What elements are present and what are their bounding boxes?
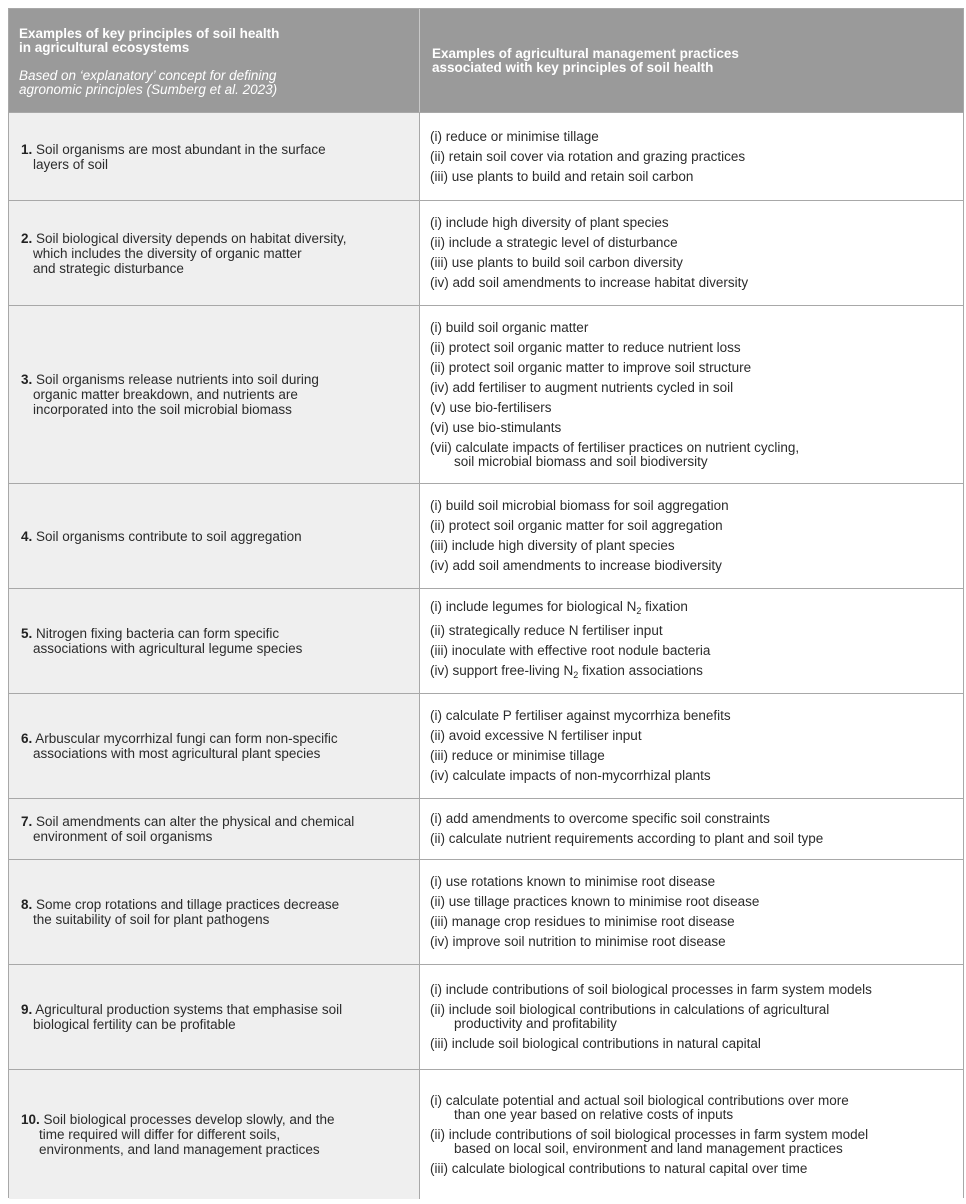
practice-item xyxy=(430,1128,957,1156)
principle-cell xyxy=(9,589,420,693)
principle-cell xyxy=(9,484,420,588)
practice-line: (ii) protect soil organic matter for soil aggregation xyxy=(430,518,723,533)
principle-cell xyxy=(9,965,420,1069)
practice-item xyxy=(430,935,957,949)
header-left-title-line: in agricultural ecosystems xyxy=(19,40,190,55)
header-right-title xyxy=(432,47,957,75)
practice-item xyxy=(430,600,957,618)
principle-line: Soil biological diversity depends on habitat diversity, xyxy=(36,230,347,246)
practices-cell xyxy=(420,484,963,588)
table-row xyxy=(9,1069,963,1199)
practice-item xyxy=(430,915,957,929)
practices-cell xyxy=(420,306,963,483)
principle-line: environment of soil organisms xyxy=(33,829,213,844)
practices-cell xyxy=(420,589,963,693)
principle-line: the suitability of soil for plant pathogens xyxy=(33,912,270,927)
principle-line: which includes the diversity of organic matter xyxy=(33,245,302,261)
practice-item xyxy=(430,664,957,682)
practice-line: (i) add amendments to overcome specific soil constraints xyxy=(430,811,770,826)
practice-item xyxy=(430,381,957,395)
table-row xyxy=(9,859,963,964)
practice-line: (ii) include a strategic level of disturbance xyxy=(430,235,678,250)
table-row xyxy=(9,305,963,483)
principle-cell xyxy=(9,799,420,859)
practice-line: (v) use bio-fertilisers xyxy=(430,399,552,415)
practice-text: (i) include legumes for biological N xyxy=(430,599,637,614)
principle-text xyxy=(21,731,411,761)
practice-item xyxy=(430,709,957,723)
practice-line: (iv) add fertiliser to augment nutrients cycled in soil xyxy=(430,379,734,395)
principle-cell xyxy=(9,201,420,305)
practice-item xyxy=(430,812,957,826)
practice-line: (ii) avoid excessive N fertiliser input xyxy=(430,728,642,743)
practice-text: (iv) support free-living N xyxy=(430,663,574,678)
principle-line: biological fertility can be profitable xyxy=(33,1017,236,1032)
practice-text: fixation xyxy=(641,599,688,614)
practice-text: (ii) strategically reduce N fertiliser input xyxy=(430,623,663,638)
practices-cell xyxy=(420,965,963,1069)
principle-number: 9. xyxy=(21,1002,33,1017)
table-row xyxy=(9,200,963,305)
principle-number: 1. xyxy=(21,141,33,157)
practice-line: (ii) calculate nutrient requirements according to plant and soil type xyxy=(430,831,824,846)
principle-number: 6. xyxy=(21,731,33,746)
practice-item xyxy=(430,150,957,164)
practice-item xyxy=(430,519,957,533)
practice-item xyxy=(430,983,957,997)
practice-item xyxy=(430,749,957,763)
practice-item xyxy=(430,624,957,638)
practice-line: (vi) use bio-stimulants xyxy=(430,419,562,435)
practice-item xyxy=(430,170,957,184)
principle-text xyxy=(21,372,411,417)
table-row xyxy=(9,483,963,588)
principle-cell xyxy=(9,306,420,483)
principle-number: 7. xyxy=(21,814,33,829)
practice-line: (iii) reduce or minimise tillage xyxy=(430,748,605,763)
header-left-subtitle-line: agronomic principles (Sumberg et al. 2023) xyxy=(19,82,278,97)
practice-item xyxy=(430,321,957,335)
practice-line: (i) include contributions of soil biological processes in farm system models xyxy=(430,982,872,997)
principle-line: incorporated into the soil microbial biomass xyxy=(33,402,292,417)
principle-line: Soil organisms release nutrients into soil during xyxy=(36,372,319,387)
principle-number: 10. xyxy=(21,1112,40,1127)
soil-health-table xyxy=(8,8,964,1198)
practice-line: (ii) include contributions of soil biological processes in farm system model xyxy=(430,1126,869,1142)
header-left-subtitle xyxy=(19,69,409,97)
practice-item xyxy=(430,401,957,415)
principle-cell xyxy=(9,113,420,200)
practice-item xyxy=(430,875,957,889)
table-body xyxy=(9,112,963,1199)
principle-line: Agricultural production systems that emphasise soil xyxy=(35,1002,343,1017)
practice-item xyxy=(430,1003,957,1031)
principle-text xyxy=(21,814,411,844)
practice-item xyxy=(430,256,957,270)
practice-line: (iii) use plants to build soil carbon diversity xyxy=(430,255,683,270)
subscript: 2 xyxy=(573,670,579,680)
practice-line: than one year based on relative costs of inputs xyxy=(454,1106,734,1122)
practice-line: (vii) calculate impacts of fertiliser practices on nutrient cycling, xyxy=(430,439,800,455)
practice-line: (ii) protect soil organic matter to reduce nutrient loss xyxy=(430,339,741,355)
practice-item xyxy=(430,421,957,435)
practice-item xyxy=(430,644,957,658)
principle-cell xyxy=(9,860,420,964)
practice-line: (iii) include soil biological contributions in natural capital xyxy=(430,1036,761,1051)
subscript: 2 xyxy=(636,606,642,616)
practice-line: productivity and profitability xyxy=(454,1016,617,1031)
practices-cell xyxy=(420,1070,963,1199)
practice-line: (i) build soil organic matter xyxy=(430,319,589,335)
header-left-title xyxy=(19,27,409,55)
practice-line: (i) build soil microbial biomass for soil aggregation xyxy=(430,498,729,513)
principle-text xyxy=(21,529,411,544)
principle-number: 2. xyxy=(21,230,33,246)
practice-text: (iii) inoculate with effective root nodule bacteria xyxy=(430,643,711,658)
practices-cell xyxy=(420,694,963,798)
practice-line: based on local soil, environment and land management practices xyxy=(454,1140,843,1156)
practice-item xyxy=(430,276,957,290)
practices-cell xyxy=(420,799,963,859)
practice-item xyxy=(430,216,957,230)
practice-item xyxy=(430,559,957,573)
practice-line: (i) reduce or minimise tillage xyxy=(430,128,599,144)
practice-item xyxy=(430,1162,957,1176)
practice-line: (i) use rotations known to minimise root disease xyxy=(430,874,716,889)
table-row xyxy=(9,588,963,693)
practice-item xyxy=(430,361,957,375)
principle-line: Some crop rotations and tillage practices decrease xyxy=(36,897,340,912)
principle-line: environments, and land management practices xyxy=(39,1142,320,1157)
practice-item xyxy=(430,1094,957,1122)
principle-text xyxy=(21,897,411,927)
practice-text: fixation associations xyxy=(578,663,703,678)
principle-line: associations with most agricultural plant species xyxy=(33,746,321,761)
practice-line: (iv) improve soil nutrition to minimise root disease xyxy=(430,934,726,949)
principle-line: Soil amendments can alter the physical and chemical xyxy=(36,814,355,829)
principle-text xyxy=(21,142,411,172)
header-right-title-line: Examples of agricultural management practices xyxy=(432,45,739,61)
principle-line: Soil organisms are most abundant in the surface xyxy=(36,141,326,157)
header-left-subtitle-line: Based on ‘explanatory’ concept for defining xyxy=(19,68,277,83)
practice-line: (ii) retain soil cover via rotation and grazing practices xyxy=(430,148,746,164)
principle-cell xyxy=(9,694,420,798)
practice-item xyxy=(430,236,957,250)
practice-item xyxy=(430,499,957,513)
header-right-title-line: associated with key principles of soil health xyxy=(432,59,714,75)
principle-number: 3. xyxy=(21,372,33,387)
principle-line: Nitrogen fixing bacteria can form specific xyxy=(36,626,280,641)
practice-line: soil microbial biomass and soil biodiversity xyxy=(454,453,708,469)
table-row xyxy=(9,693,963,798)
principle-text xyxy=(21,231,411,276)
principle-number: 8. xyxy=(21,897,33,912)
table-row xyxy=(9,798,963,859)
table-row xyxy=(9,964,963,1069)
principle-line: Arbuscular mycorrhizal fungi can form non-specific xyxy=(35,731,338,746)
principle-text xyxy=(21,626,411,656)
practice-item xyxy=(430,832,957,846)
principle-line: Soil organisms contribute to soil aggregation xyxy=(36,528,302,544)
practice-line: (i) include high diversity of plant species xyxy=(430,215,669,230)
practice-line: (ii) use tillage practices known to minimise root disease xyxy=(430,894,760,909)
principle-line: and strategic disturbance xyxy=(33,260,184,276)
table-header-row xyxy=(9,9,963,112)
practice-line: (i) calculate P fertiliser against mycorrhiza benefits xyxy=(430,708,731,723)
principle-line: organic matter breakdown, and nutrients are xyxy=(33,387,298,402)
practice-item xyxy=(430,1037,957,1051)
practice-line: (iii) include high diversity of plant species xyxy=(430,538,675,553)
principle-line: associations with agricultural legume species xyxy=(33,641,303,656)
practice-line: (iv) calculate impacts of non-mycorrhizal plants xyxy=(430,768,711,783)
practice-line: (i) calculate potential and actual soil biological contributions over more xyxy=(430,1092,849,1108)
practices-cell xyxy=(420,113,963,200)
practice-line: (iv) add soil amendments to increase habitat diversity xyxy=(430,275,749,290)
practice-item xyxy=(430,539,957,553)
principle-line: time required will differ for different soils, xyxy=(39,1127,281,1142)
practice-line: (iv) add soil amendments to increase biodiversity xyxy=(430,558,722,573)
practice-item xyxy=(430,441,957,469)
practice-line: (iii) use plants to build and retain soil carbon xyxy=(430,168,694,184)
principle-text xyxy=(21,1002,411,1032)
practice-item xyxy=(430,769,957,783)
principle-number: 4. xyxy=(21,528,33,544)
principle-number: 5. xyxy=(21,626,33,641)
principle-line: Soil biological processes develop slowly, and the xyxy=(43,1112,335,1127)
table-row xyxy=(9,112,963,200)
principle-text xyxy=(21,1112,411,1157)
practice-line: (iii) manage crop residues to minimise root disease xyxy=(430,914,735,929)
practice-line: (iii) calculate biological contributions to natural capital over time xyxy=(430,1160,808,1176)
practice-line: (ii) protect soil organic matter to improve soil structure xyxy=(430,359,752,375)
practices-cell xyxy=(420,860,963,964)
principle-cell xyxy=(9,1070,420,1199)
header-left-cell xyxy=(9,9,420,112)
practice-item xyxy=(430,729,957,743)
header-right-cell xyxy=(420,9,963,112)
principle-line: layers of soil xyxy=(33,156,109,172)
header-left-title-line: Examples of key principles of soil health xyxy=(19,26,280,41)
practice-item xyxy=(430,895,957,909)
practice-item xyxy=(430,341,957,355)
practice-line: (ii) include soil biological contributions in calculations of agricultural xyxy=(430,1002,830,1017)
practices-cell xyxy=(420,201,963,305)
practice-item xyxy=(430,130,957,144)
